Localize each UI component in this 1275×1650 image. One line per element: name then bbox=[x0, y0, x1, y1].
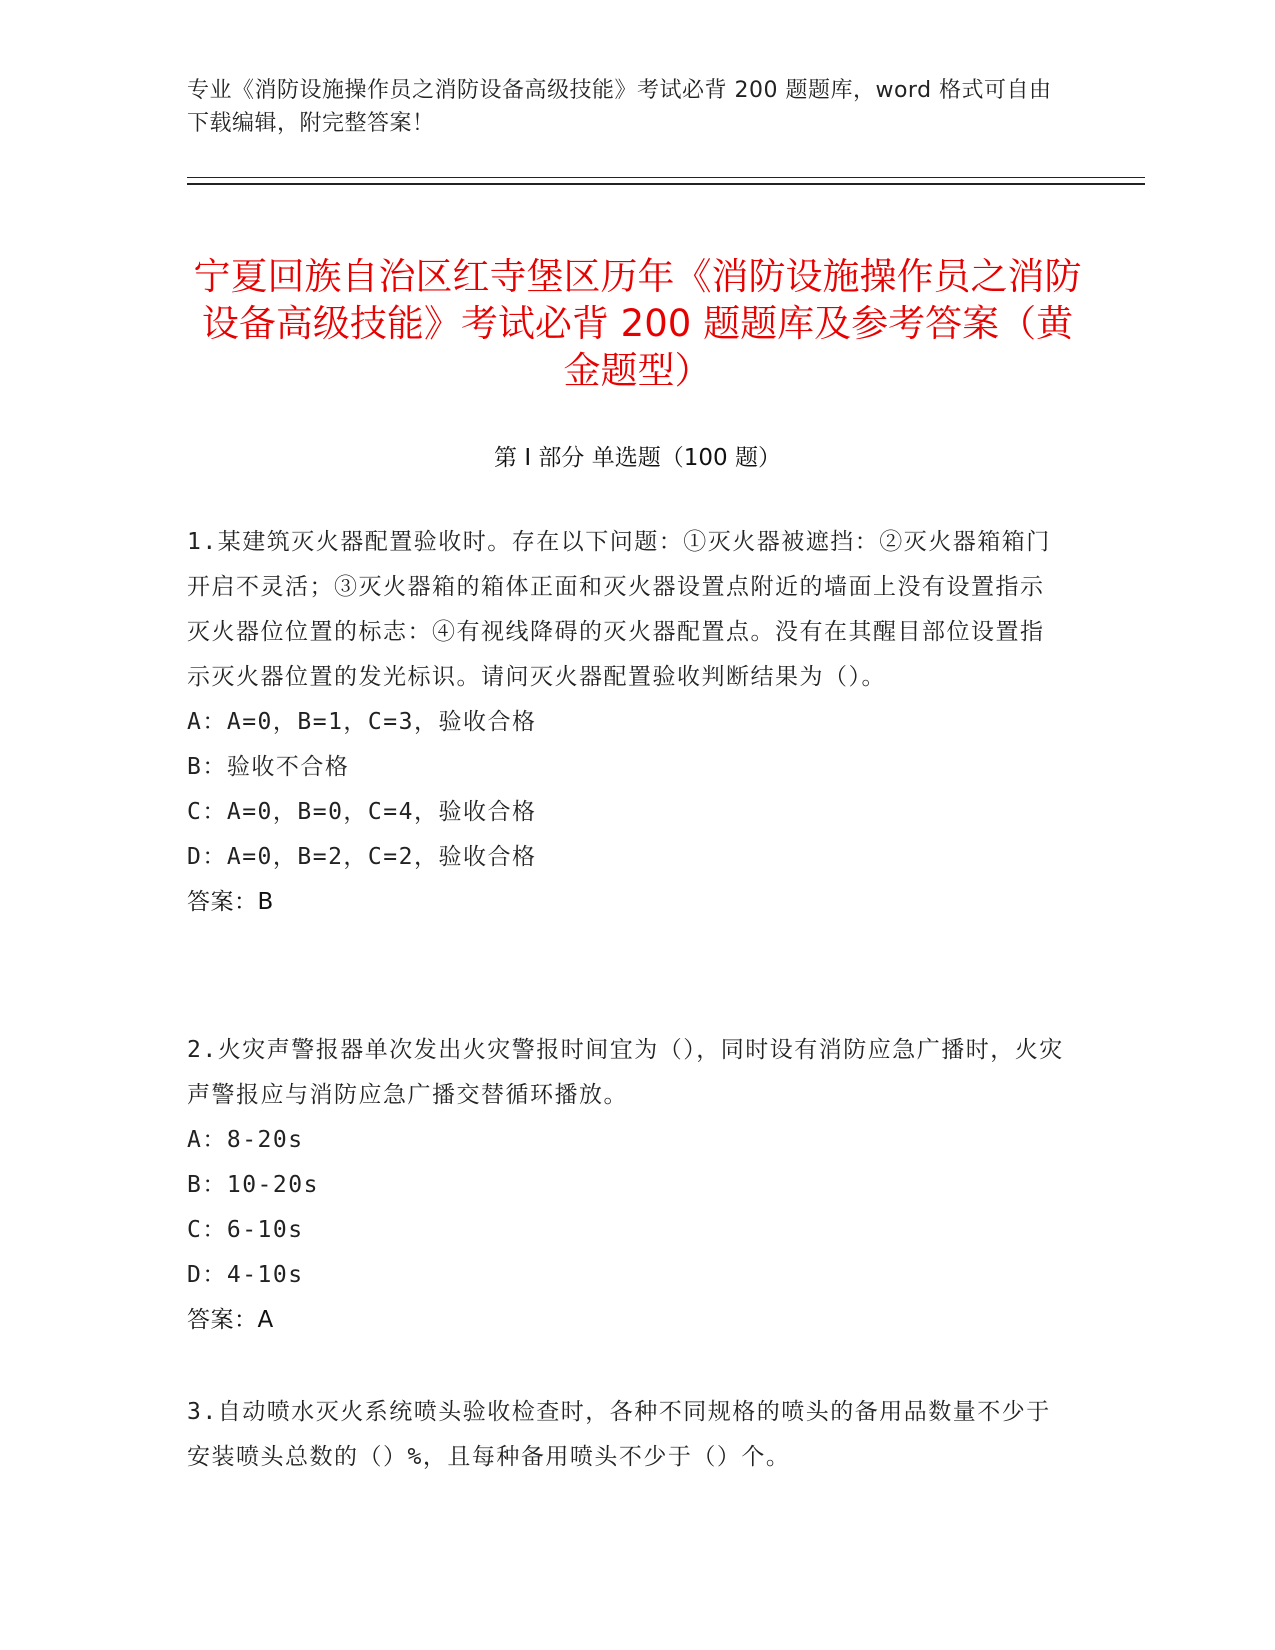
document-title: 宁夏回族自治区红寺堡区历年《消防设施操作员之消防设备高级技能》考试必背 200 题题库及参考答案（黄金题型） bbox=[193, 254, 1082, 392]
option-b: B：验收不合格 bbox=[187, 754, 350, 780]
question-text: 1.某建筑灭火器配置验收时。存在以下问题：①灭火器被遮挡：②灭火器箱箱门开启不灵活；③灭火器箱的箱体正面和灭火器设置点附近的墙面上没有设置指示灭火器位位置的标志：④有视线降碍的灭火器配置点。没有在其醒目部位设置指示灭火器位置的发光标识。请问灭火器配置验收判断结果为（）。 bbox=[187, 529, 1051, 690]
answer: 答案：A bbox=[187, 1307, 274, 1333]
answer: 答案：B bbox=[187, 889, 274, 915]
question-3 bbox=[187, 1390, 1067, 1480]
option-a: A：8-20s bbox=[187, 1127, 304, 1153]
header-divider-thin bbox=[187, 177, 1145, 178]
option-c: C：A=0，B=0，C=4，验收合格 bbox=[187, 799, 537, 825]
question-2 bbox=[187, 1028, 1067, 1343]
option-d: D：A=0，B=2，C=2，验收合格 bbox=[187, 844, 537, 870]
option-a: A：A=0，B=1，C=3，验收合格 bbox=[187, 709, 537, 735]
header-divider-thick bbox=[187, 183, 1145, 185]
question-text: 3.自动喷水灭火系统喷头验收检查时，各种不同规格的喷头的备用品数量不少于安装喷头总数的（）%，且每种备用喷头不少于（）个。 bbox=[187, 1399, 1051, 1470]
question-1 bbox=[187, 520, 1067, 925]
intro-paragraph: 专业《消防设施操作员之消防设备高级技能》考试必背 200 题题库，word 格式可自由下载编辑，附完整答案！ bbox=[187, 78, 1052, 136]
section-heading: 第 I 部分 单选题（100 题） bbox=[494, 445, 781, 471]
question-text: 2.火灾声警报器单次发出火灾警报时间宜为（），同时设有消防应急广播时，火灾声警报应与消防应急广播交替循环播放。 bbox=[187, 1037, 1064, 1108]
option-c: C：6-10s bbox=[187, 1217, 304, 1243]
option-b: B：10-20s bbox=[187, 1172, 319, 1198]
option-d: D：4-10s bbox=[187, 1262, 304, 1288]
